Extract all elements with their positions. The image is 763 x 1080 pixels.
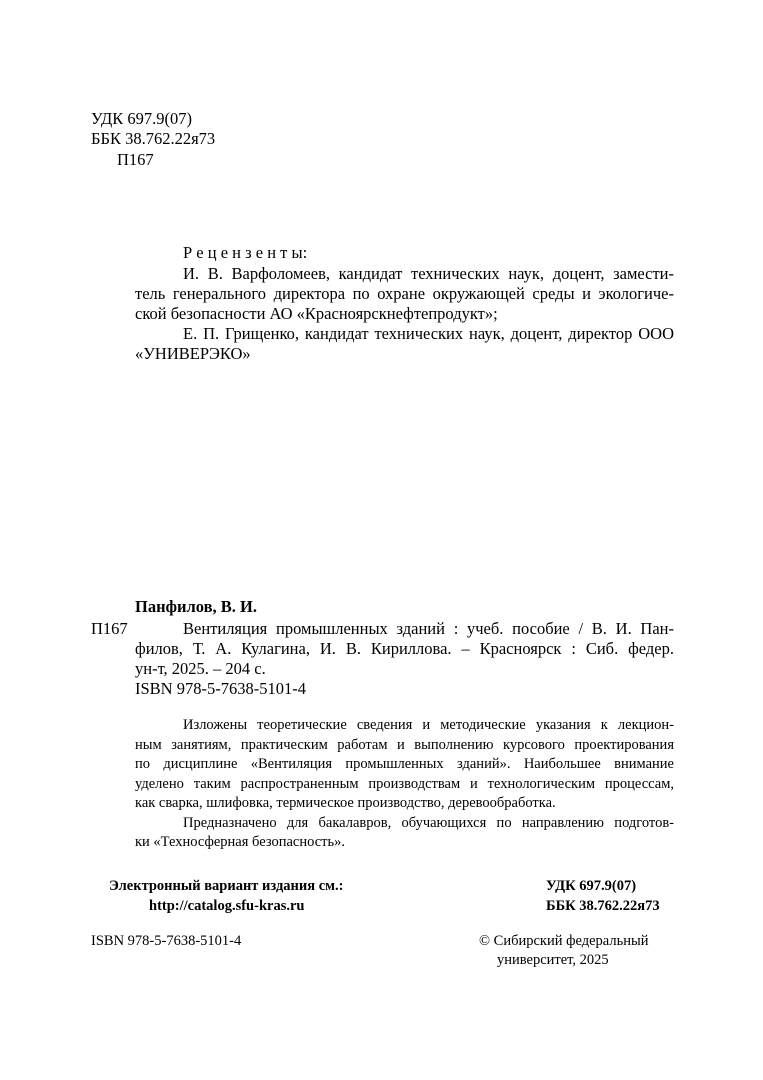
annotation-p1-line-4: уделено таким распространенным производствам и технологическим процессам,	[135, 775, 674, 792]
reviewer-2-line-1: Е. П. Грищенко, кандидат технических наук, доцент, директор ООО	[183, 324, 674, 343]
author-heading: Панфилов, В. И.	[135, 597, 257, 616]
bibliography-isbn: ISBN 978-5-7638-5101-4	[135, 679, 306, 698]
electronic-version-label: Электронный вариант издания см.:	[109, 878, 344, 894]
annotation-p1-line-3: по дисциплине «Вентиляция промышленных зданий». Наибольшее внимание	[135, 756, 674, 772]
bibliography-code: П167	[91, 619, 128, 638]
reviewer-1-line-1: И. В. Варфоломеев, кандидат технических наук, доцент, замести-	[183, 264, 674, 283]
reviewer-2-line-2: «УНИВЕРЭКО»	[135, 344, 251, 363]
bibliography-line-1: Вентиляция промышленных зданий : учеб. пособие / В. И. Пан-	[183, 619, 674, 638]
reviewers-block	[135, 264, 674, 364]
annotation-p1-line-2: ным занятиям, практическим работам и выполнению курсового проектирования	[135, 736, 674, 753]
header-code: П167	[117, 150, 154, 169]
copyright-line-1: © Сибирский федеральный	[479, 933, 649, 949]
reviewers-heading: Р е ц е н з е н т ы:	[183, 243, 308, 262]
annotation	[135, 716, 674, 853]
footer-udk: УДК 697.9(07)	[546, 878, 637, 894]
header-bbk: ББК 38.762.22я73	[91, 129, 216, 148]
annotation-p2-line-1: Предназначено для бакалавров, обучающихся по направлению подготов-	[183, 814, 674, 831]
annotation-p1-line-5: как сварка, шлифовка, термическое производство, деревообработка.	[135, 795, 556, 811]
electronic-version-url[interactable]: http://catalog.sfu-kras.ru	[149, 898, 305, 914]
bibliography-line-3: ун-т, 2025. – 204 с.	[135, 659, 266, 678]
bibliography-line-2: филов, Т. А. Кулагина, И. В. Кириллова. – Красноярск : Сиб. федер.	[135, 639, 674, 658]
reviewer-1-line-2: тель генерального директора по охране окружающей среды и экологиче-	[135, 284, 674, 303]
header-udk: УДК 697.9(07)	[91, 109, 193, 128]
footer-bbk: ББК 38.762.22я73	[546, 898, 660, 914]
bibliography-record	[135, 619, 674, 699]
footer-isbn: ISBN 978-5-7638-5101-4	[91, 933, 242, 949]
reviewer-1-line-3: ской безопасности АО «Красноярскнефтепродукт»;	[135, 304, 498, 323]
copyright-line-2: университет, 2025	[497, 952, 609, 968]
annotation-p2-line-2: ки «Техносферная безопасность».	[135, 834, 345, 850]
annotation-p1-line-1: Изложены теоретические сведения и методические указания к лекцион-	[183, 717, 674, 733]
